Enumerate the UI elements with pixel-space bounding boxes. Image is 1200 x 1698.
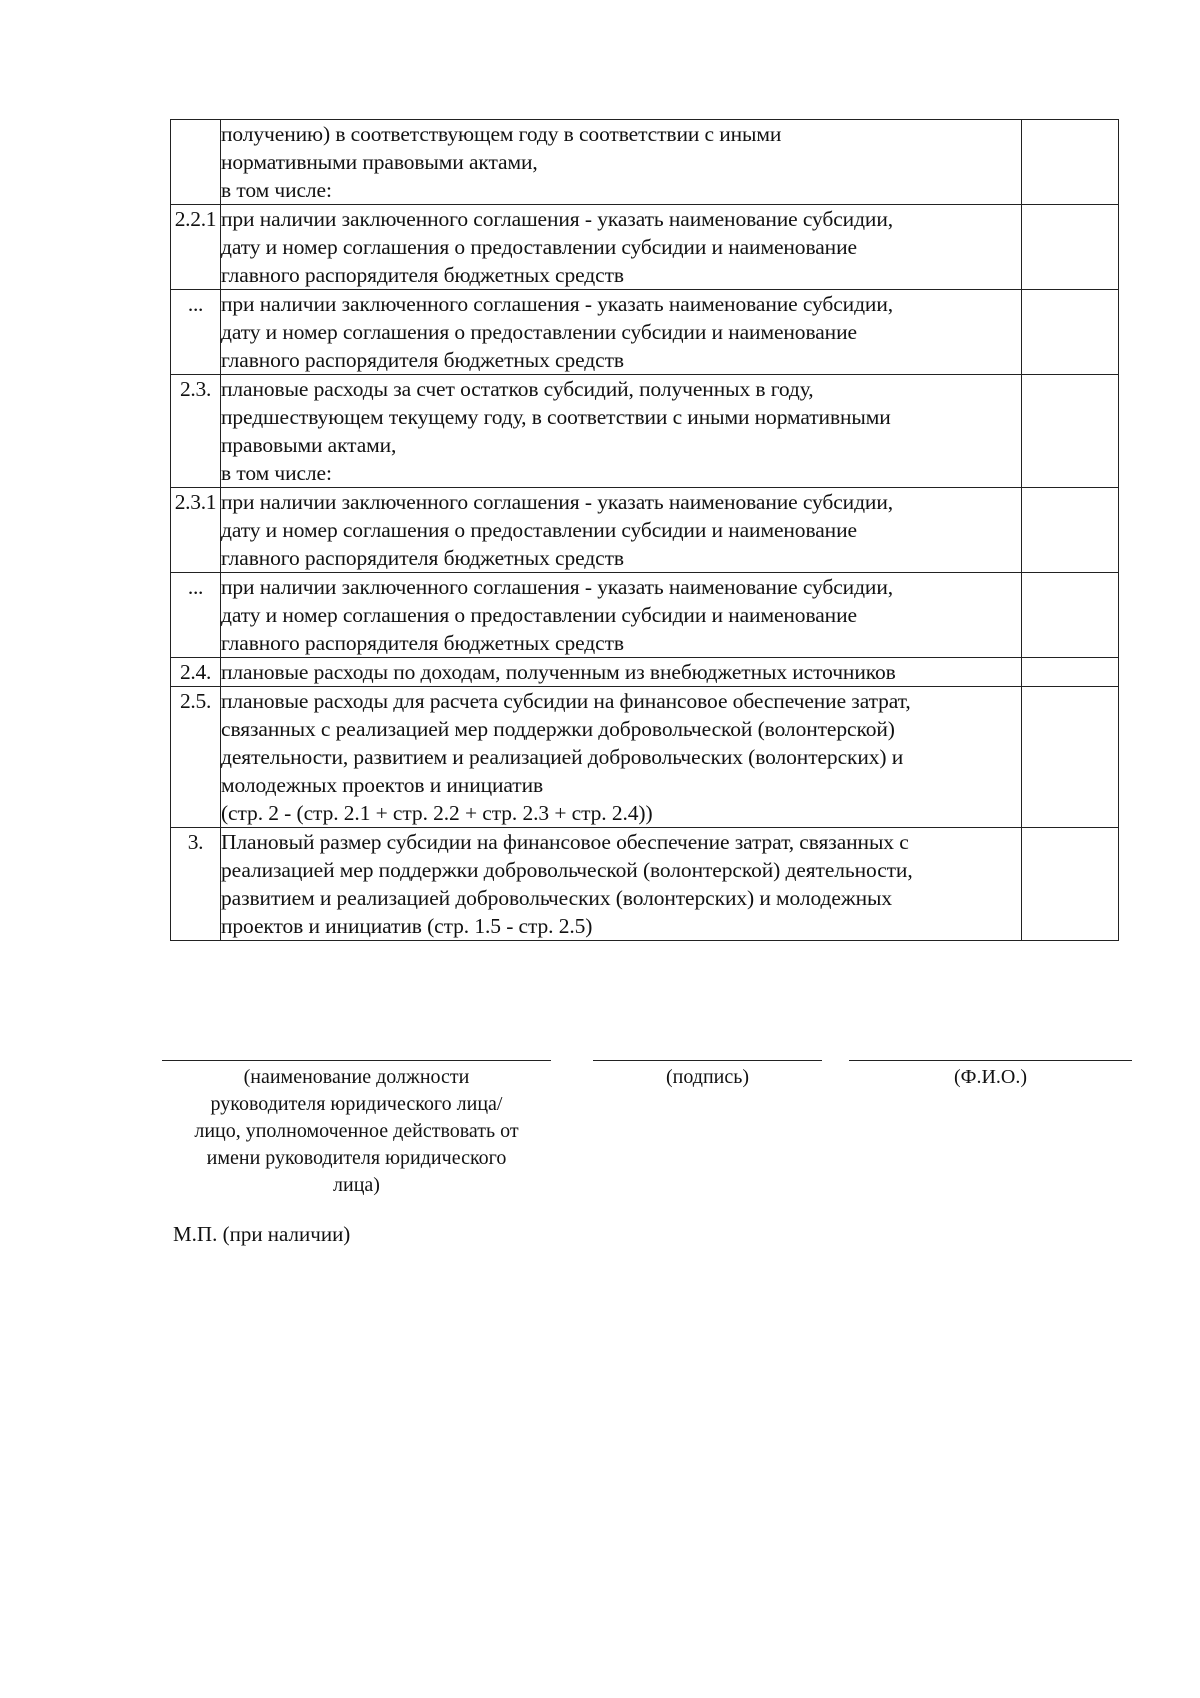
table-row: [171, 120, 1119, 205]
row-description: при наличии заключенного соглашения - указать наименование субсидии, дату и номер соглашения о предоставлении субсидии и наименование главного распорядителя бюджетных средств: [221, 488, 1022, 573]
row-number: ...: [171, 290, 221, 375]
row-description: плановые расходы по доходам, полученным из внебюджетных источников: [221, 658, 1022, 687]
table-row: [171, 658, 1119, 687]
row-value-cell: [1022, 375, 1119, 488]
row-description: получению) в соответствующем году в соответствии с иными нормативными правовыми актами, в том числе:: [221, 120, 1022, 205]
row-description: при наличии заключенного соглашения - указать наименование субсидии, дату и номер соглашения о предоставлении субсидии и наименование главного распорядителя бюджетных средств: [221, 290, 1022, 375]
table-row: [171, 488, 1119, 573]
row-value-cell: [1022, 488, 1119, 573]
row-number: 2.4.: [171, 658, 221, 687]
row-value-cell: [1022, 573, 1119, 658]
table-row: [171, 290, 1119, 375]
table-row: [171, 687, 1119, 828]
table-row: [171, 205, 1119, 290]
row-description: плановые расходы за счет остатков субсидий, полученных в году, предшествующем текущему году, в соответствии с иными нормативными правовыми актами, в том числе:: [221, 375, 1022, 488]
table-row: [171, 375, 1119, 488]
row-value-cell: [1022, 290, 1119, 375]
table-row: [171, 828, 1119, 941]
row-description: при наличии заключенного соглашения - указать наименование субсидии, дату и номер соглашения о предоставлении субсидии и наименование главного распорядителя бюджетных средств: [221, 205, 1022, 290]
signature-caption: (подпись): [665, 1066, 750, 1088]
row-number: 2.2.1: [171, 205, 221, 290]
row-number: [171, 120, 221, 205]
table-row: [171, 573, 1119, 658]
calculation-table: [170, 119, 1119, 941]
row-description: Плановый размер субсидии на финансовое обеспечение затрат, связанных с реализацией мер поддержки добровольческой (волонтерской) деятельности, развитием и реализацией добровольческих (волонтерских) и молодежных проектов и инициатив (стр. 1.5 - стр. 2.5): [221, 828, 1022, 941]
row-value-cell: [1022, 205, 1119, 290]
position-signature-line: [162, 1060, 551, 1061]
row-number: 2.3.1: [171, 488, 221, 573]
row-number: 2.3.: [171, 375, 221, 488]
calculation-table-body: [171, 120, 1119, 941]
row-value-cell: [1022, 687, 1119, 828]
name-signature-line: [849, 1060, 1132, 1061]
row-description: плановые расходы для расчета субсидии на финансовое обеспечение затрат, связанных с реализацией мер поддержки добровольческой (волонтерской) деятельности, развитием и реализацией добровольческих (волонтерских) и молодежных проектов и инициатив (стр. 2 - (стр. 2.1 + стр. 2.2 + стр. 2.3 + стр. 2.4)): [221, 687, 1022, 828]
position-caption: (наименование должности руководителя юридического лица/ лицо, уполномоченное действовать от имени руководителя юридического лица): [194, 1066, 519, 1196]
row-number: 2.5.: [171, 687, 221, 828]
row-value-cell: [1022, 658, 1119, 687]
row-value-cell: [1022, 120, 1119, 205]
name-caption: (Ф.И.О.): [953, 1066, 1027, 1088]
row-description: при наличии заключенного соглашения - указать наименование субсидии, дату и номер соглашения о предоставлении субсидии и наименование главного распорядителя бюджетных средств: [221, 573, 1022, 658]
row-number: ...: [171, 573, 221, 658]
row-value-cell: [1022, 828, 1119, 941]
signature-line: [593, 1060, 822, 1061]
row-number: 3.: [171, 828, 221, 941]
stamp-label: М.П. (при наличии): [173, 1222, 351, 1246]
